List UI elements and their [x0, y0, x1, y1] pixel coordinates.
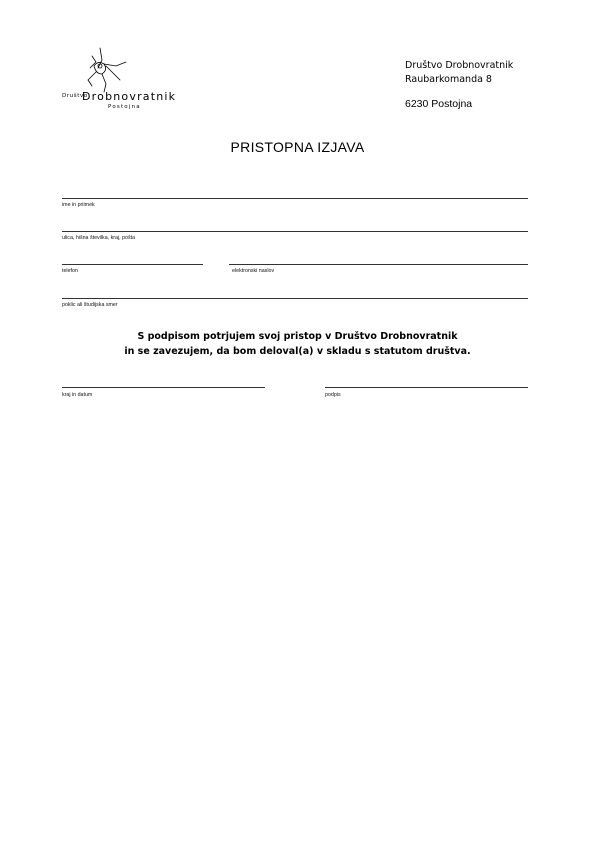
street-input-line[interactable] — [62, 231, 528, 232]
statement-line-1: S podpisom potrjujem svoj pristop v Društvo Drobnovratnik — [137, 331, 458, 342]
organization-logo — [62, 44, 212, 116]
name-label: ime in priimek — [62, 202, 95, 208]
logo-name: Drobnovratnik — [82, 90, 177, 103]
address-street: Raubarkomanda 8 — [405, 74, 492, 85]
street-label: ulica, hišna številka, kraj, pošta — [62, 235, 136, 241]
signature-label: podpis — [325, 392, 341, 398]
place-date-input-line[interactable] — [62, 387, 265, 388]
logo-city: Postojna — [108, 104, 141, 110]
occupation-label: poklic ali študijska smer — [62, 302, 118, 308]
lizard-sketch-icon — [80, 44, 140, 94]
membership-statement — [0, 329, 595, 359]
page-title: PRISTOPNA IZJAVA — [230, 139, 365, 155]
phone-input-line[interactable] — [62, 264, 203, 265]
address-city: 6230 Postojna — [405, 98, 473, 110]
email-input-line[interactable] — [229, 264, 528, 265]
phone-label: telefon — [62, 268, 78, 274]
name-input-line[interactable] — [62, 198, 528, 199]
address-organization: Društvo Drobnovratnik — [405, 60, 514, 71]
email-label: elektronski naslov — [232, 268, 275, 274]
statement-line-2: in se zavezujem, da bom deloval(a) v skladu s statutom društva. — [124, 346, 471, 357]
occupation-input-line[interactable] — [62, 298, 528, 299]
signature-input-line[interactable] — [325, 387, 528, 388]
place-date-label: kraj in datum — [62, 392, 93, 398]
logo-society-label: Društvo — [62, 93, 88, 99]
